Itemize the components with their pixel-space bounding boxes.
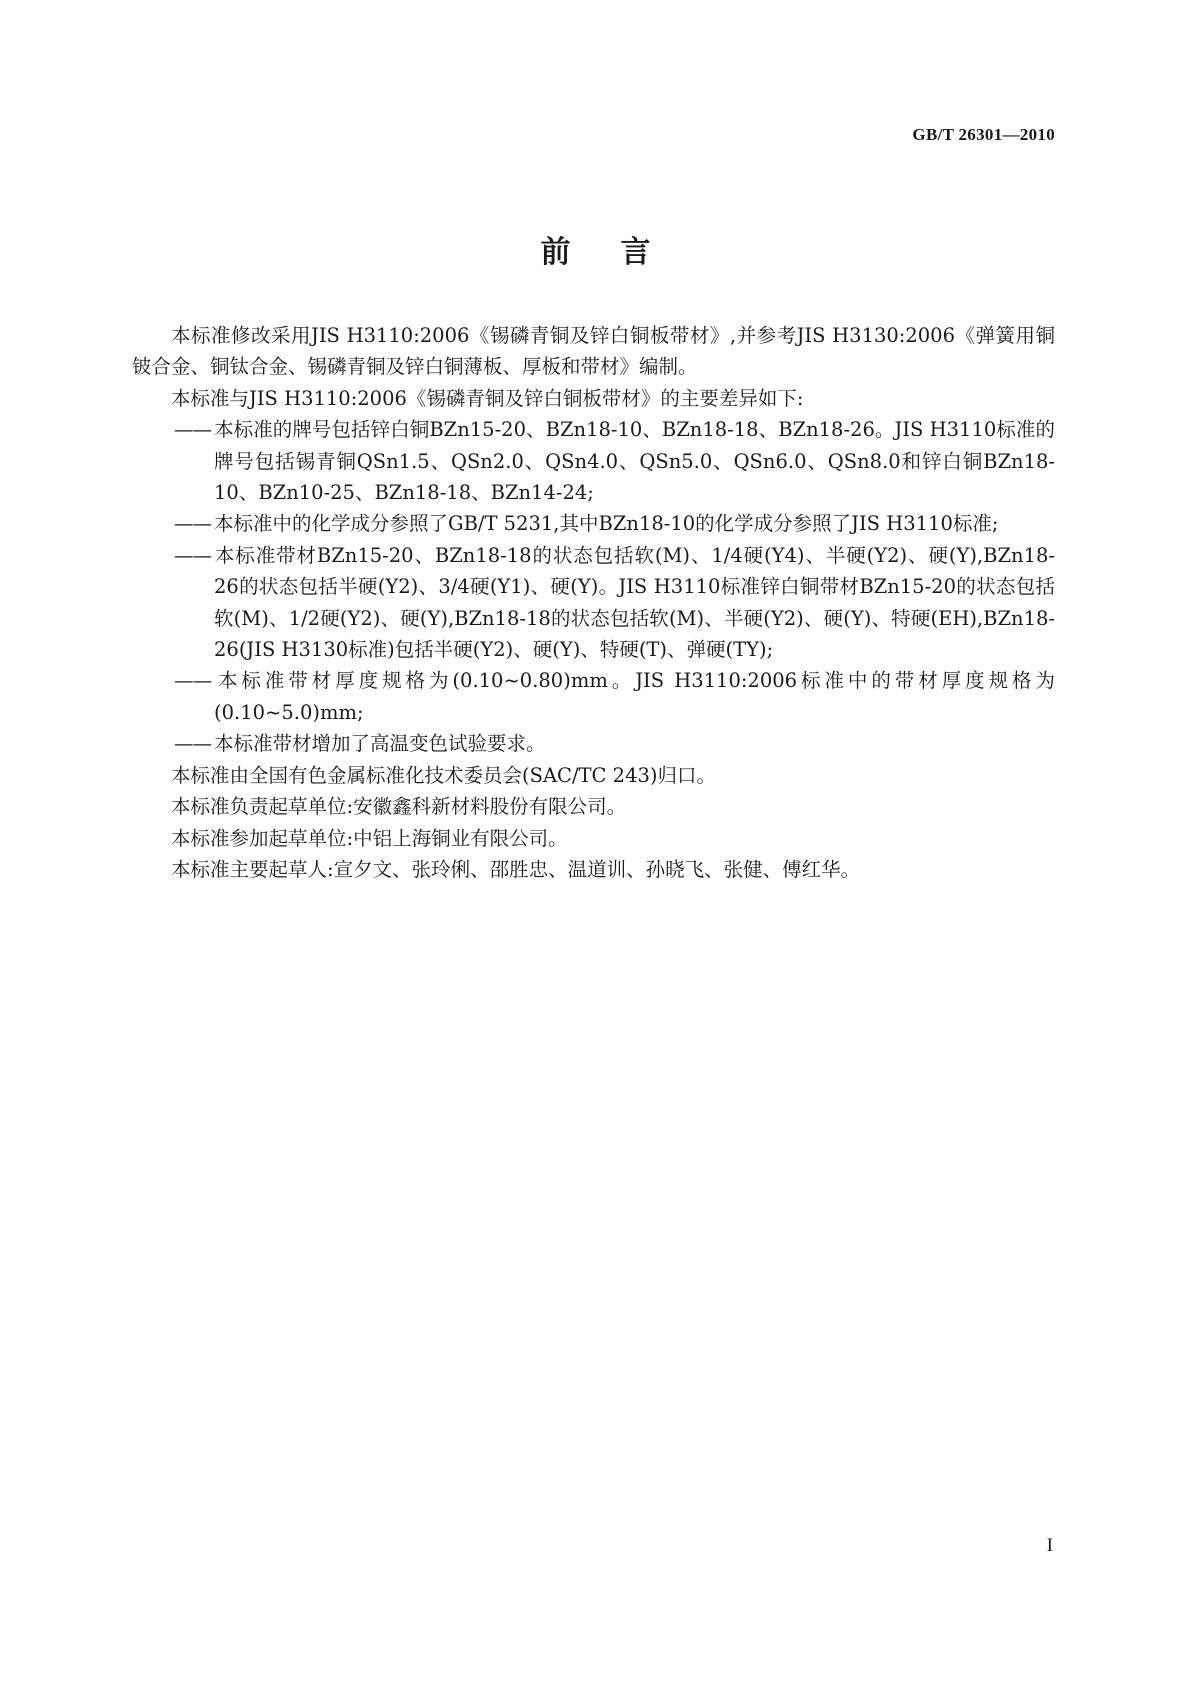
- difference-text: 本标准带材厚度规格为(0.10~0.80)mm。JIS H3110:2006标准中的带材厚度规格为(0.10~5.0)mm;: [214, 669, 1055, 724]
- list-dash: ——: [174, 418, 211, 442]
- difference-item: [132, 665, 1055, 728]
- list-dash: ——: [174, 512, 211, 536]
- main-drafters-paragraph: 本标准主要起草人:宣夕文、张玲俐、邵胜忠、温道训、孙晓飞、张健、傅红华。: [171, 857, 861, 881]
- page-title: 前言: [540, 235, 701, 270]
- participating-drafter-paragraph: 本标准参加起草单位:中铝上海铜业有限公司。: [171, 826, 568, 850]
- difference-item: [132, 414, 1055, 508]
- intro-paragraph: 本标准修改采用JIS H3110:2006《锡磷青铜及锌白铜板带材》,并参考JIS H3130:2006《弹簧用铜铍合金、铜钛合金、锡磷青铜及锌白铜薄板、厚板和带材》编制。: [132, 324, 1055, 379]
- foreword-body: [132, 320, 1055, 885]
- difference-text: 本标准带材增加了高温变色试验要求。: [214, 732, 546, 756]
- list-dash: ——: [174, 669, 211, 693]
- difference-text: 本标准中的化学成分参照了GB/T 5231,其中BZn18-10的化学成分参照了JIS H3110标准;: [214, 512, 999, 536]
- responsible-drafter-paragraph: 本标准负责起草单位:安徽鑫科新材料股份有限公司。: [171, 795, 627, 819]
- intro-paragraph: 本标准与JIS H3110:2006《锡磷青铜及锌白铜板带材》的主要差异如下:: [171, 386, 804, 410]
- difference-text: 本标准带材BZn15-20、BZn18-18的状态包括软(M)、1/4硬(Y4)、半硬(Y2)、硬(Y),BZn18-26的状态包括半硬(Y2)、3/4硬(Y1)、硬(Y)。JIS H3110标准锌白铜带材BZn15-20的状态包括软(M)、1/2硬(Y2)、硬(Y),BZn18-18的状态包括软(M)、半硬(Y2)、硬(Y)、特硬(EH),BZn18-26(JIS H3130标准)包括半硬(Y2)、硬(Y)、特硬(T)、弹硬(TY);: [214, 543, 1055, 662]
- difference-item: [132, 728, 1055, 759]
- page-number: I: [1046, 1535, 1053, 1556]
- standard-number: GB/T 26301—2010: [912, 125, 1055, 144]
- difference-item: [132, 540, 1055, 666]
- list-dash: ——: [174, 543, 211, 567]
- difference-item: [132, 508, 1055, 539]
- list-dash: ——: [174, 732, 211, 756]
- committee-paragraph: 本标准由全国有色金属标准化技术委员会(SAC/TC 243)归口。: [171, 763, 716, 787]
- difference-text: 本标准的牌号包括锌白铜BZn15-20、BZn18-10、BZn18-18、BZn18-26。JIS H3110标准的牌号包括锡青铜QSn1.5、QSn2.0、QSn4.0、QSn5.0、QSn6.0、QSn8.0和锌白铜BZn18-10、BZn10-25、BZn18-18、BZn14-24;: [214, 418, 1055, 505]
